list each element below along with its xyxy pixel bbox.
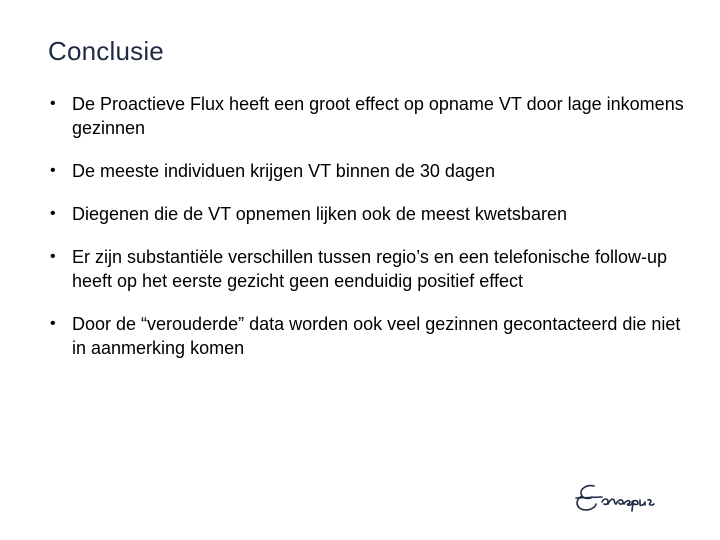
bullet-icon: • [50, 95, 56, 112]
bullet-list [48, 92, 698, 379]
bullet-item [48, 92, 698, 140]
bullet-text: De Proactieve Flux heeft een groot effect op opname VT door lage inkomens gezinnen [72, 94, 684, 138]
bullet-icon: • [50, 162, 56, 179]
bullet-icon: • [50, 205, 56, 222]
bullet-text: De meeste individuen krijgen VT binnen de 30 dagen [72, 161, 495, 181]
bullet-item [48, 202, 698, 226]
bullet-text: Er zijn substantiële verschillen tussen regio’s en een telefonische follow-up heeft op het eerste gezicht geen eenduidig positief effect [72, 247, 668, 291]
bullet-text: Diegenen die de VT opnemen lijken ook de meest kwetsbaren [72, 204, 567, 224]
bullet-icon: • [50, 248, 56, 265]
bullet-item [48, 312, 698, 360]
bullet-text: Door de “verouderde” data worden ook veel gezinnen gecontacteerd die niet in aanmerking komen [72, 314, 681, 358]
bullet-item [48, 245, 698, 293]
erasmus-logo-icon [572, 478, 684, 518]
bullet-icon: • [50, 315, 56, 332]
slide-title: Conclusie [48, 36, 164, 66]
bullet-item [48, 159, 698, 183]
